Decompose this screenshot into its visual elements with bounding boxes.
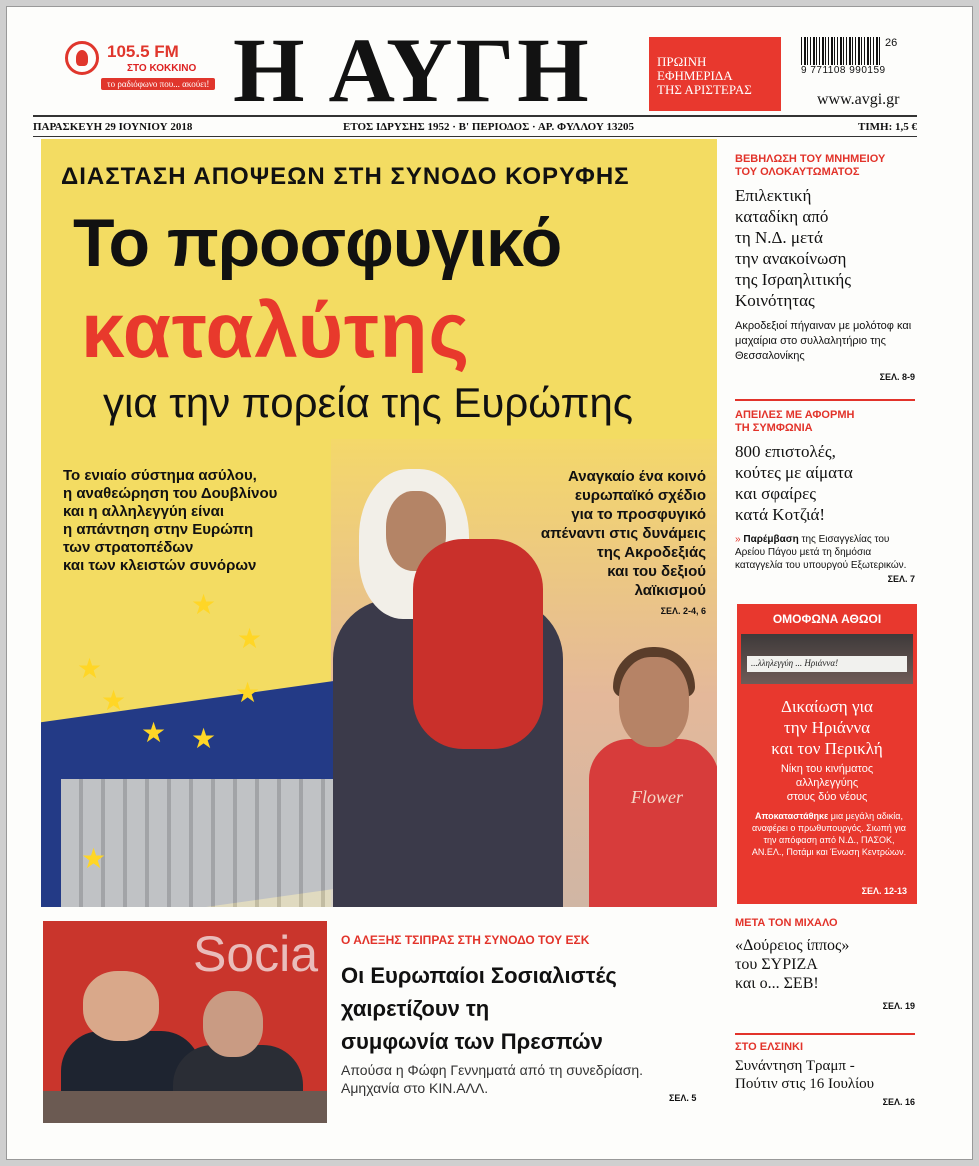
dateline bbox=[33, 115, 917, 137]
website-link[interactable]: www.avgi.gr bbox=[817, 91, 900, 108]
masthead-tagline: ΠΡΩΙΝΗ ΕΦΗΜΕΡΙΔΑ ΤΗΣ ΑΡΙΣΤΕΡΑΣ bbox=[649, 37, 781, 111]
arrow-icon: » bbox=[735, 534, 741, 545]
lead-headline-line2: καταλύτης bbox=[81, 286, 471, 374]
radio-tagline: το ραδιόφωνο που... ακούει! bbox=[101, 78, 215, 90]
newspaper-title: Η ΑΥΓΗ bbox=[233, 19, 592, 121]
box-subhead: Νίκη του κινήματος αλληλεγγύης στους δύο νέους bbox=[780, 763, 874, 803]
issue-info: ΕΤΟΣ ΙΔΡΥΣΗΣ 1952 · Β' ΠΕΡΙΟΔΟΣ · ΑΡ. ΦΥΛΛΟΥ 13205 bbox=[343, 121, 635, 133]
protest-photo bbox=[741, 634, 913, 684]
eu-star-icon: ★ bbox=[191, 589, 217, 620]
side-kicker: ΑΠΕΙΛΕΣ ΜΕ ΑΦΟΡΜΗ ΤΗ ΣΥΜΦΩΝΙΑ bbox=[735, 409, 855, 434]
side-page-ref: ΣΕΛ. 16 bbox=[882, 1097, 915, 1107]
photo-face bbox=[203, 991, 263, 1057]
box-page-ref: ΣΕΛ. 12-13 bbox=[861, 886, 907, 896]
radio-wave-icon bbox=[65, 41, 99, 75]
newspaper-front-page bbox=[6, 6, 973, 1160]
side-kicker: ΒΕΒΗΛΩΣΗ ΤΟΥ ΜΝΗΜΕΙΟΥ ΤΟΥ ΟΛΟΚΑΥΤΩΜΑΤΟΣ bbox=[735, 153, 886, 178]
photo-table bbox=[43, 1091, 327, 1123]
price: ΤΙΜΗ: 1,5 € bbox=[858, 121, 917, 133]
bottom-page-ref: ΣΕΛ. 5 bbox=[669, 1093, 697, 1103]
side-headline: 800 επιστολές, κούτες με αίματα και σφαίρες κατά Κοτζιά! bbox=[735, 442, 853, 524]
divider bbox=[735, 399, 915, 401]
radio-frequency: 105.5 FM bbox=[107, 42, 179, 61]
side-story-threats[interactable] bbox=[735, 409, 915, 584]
lead-story[interactable] bbox=[41, 139, 717, 907]
side-body: » Παρέμβαση της Εισαγγελίας του Αρείου Πάγου μετά τη δημόσια καταγγελία του υπουργού Εξωτερικών. bbox=[735, 534, 907, 571]
side-body: Ακροδεξιοί πήγαιναν με μολότοφ και μαχαίρια στο συλλαλητήριο της Θεσσαλονίκης bbox=[735, 320, 912, 362]
side-page-ref: ΣΕΛ. 7 bbox=[887, 574, 915, 584]
box-headline: Δικαίωση για την Ηριάννα και τον Περικλή bbox=[771, 697, 883, 758]
divider bbox=[735, 1033, 915, 1035]
bottom-subhead: Απούσα η Φώφη Γεννηματά από τη συνεδρίαση. Αμηχανία στο ΚΙΝ.ΑΛΛ. bbox=[341, 1062, 644, 1096]
barcode-addon: 26 bbox=[885, 37, 898, 49]
eu-star-icon: ★ bbox=[191, 723, 217, 754]
eu-star-icon: ★ bbox=[81, 843, 107, 874]
lead-headline-line1: Το προσφυγικό bbox=[73, 205, 562, 281]
lead-headline-line3: για την πορεία της Ευρώπης bbox=[103, 379, 634, 426]
bottom-headline[interactable]: Οι Ευρωπαίοι Σοσιαλιστές χαιρετίζουν τη συμφωνία των Πρεσπών bbox=[341, 963, 617, 1054]
barcode-bars bbox=[801, 37, 881, 65]
photo-girl bbox=[589, 739, 717, 907]
radio-logo bbox=[65, 33, 215, 97]
eu-star-icon: ★ bbox=[235, 677, 261, 708]
eu-star-icon: ★ bbox=[237, 623, 263, 654]
lead-deck-right: Αναγκαίο ένα κοινό ευρωπαϊκό σχέδιο για το προσφυγικό απέναντι στις δυνάμεις της Ακροδεξιάς και του δεξιού λαϊκισμού ΣΕΛ. 2-4, 6 bbox=[491, 467, 706, 616]
barcode bbox=[801, 37, 921, 77]
side-story-trojan[interactable] bbox=[735, 917, 915, 1011]
radio-subtitle: ΣΤΟ ΚΟΚΚΙΝΟ bbox=[127, 63, 197, 74]
photo-backdrop-text: Socia bbox=[193, 926, 319, 982]
side-story-helsinki[interactable] bbox=[735, 1041, 915, 1107]
box-kicker: ΟΜΟΦΩΝΑ ΑΘΩΟΙ bbox=[772, 612, 882, 626]
photo-face bbox=[83, 971, 159, 1041]
photo-shirt-print: Flower bbox=[631, 787, 683, 807]
lead-kicker: ΔΙΑΣΤΑΣΗ ΑΠΟΨΕΩΝ ΣΤΗ ΣΥΝΟΔΟ ΚΟΡΥΦΗΣ bbox=[61, 163, 630, 190]
side-headline: Επιλεκτική καταδίκη από τη Ν.Δ. μετά την ανακοίνωση της Ισραηλιτικής Κοινότητας bbox=[735, 186, 852, 310]
photo-girl-face bbox=[619, 657, 689, 747]
eu-star-icon: ★ bbox=[141, 717, 167, 748]
box-body: Αποκαταστάθηκε μια μεγάλη αδικία, αναφέρει ο πρωθυπουργός. Σιωπή για την απόφαση από Ν.Δ., ΠΑΣΟΚ, ΑΝ.ΕΛ., Ποτάμι και Ένωση Κεντρώων. bbox=[751, 811, 907, 857]
side-page-ref: ΣΕΛ. 8-9 bbox=[879, 372, 915, 382]
side-story-holocaust[interactable] bbox=[735, 153, 915, 382]
barcode-number: 9 771108 990159 bbox=[801, 65, 886, 76]
side-kicker: ΜΕΤΑ ΤΟΝ ΜΙΧΑΛΟ bbox=[735, 917, 838, 929]
side-page-ref: ΣΕΛ. 19 bbox=[882, 1001, 915, 1011]
bottom-kicker: Ο ΑΛΕΞΗΣ ΤΣΙΠΡΑΣ ΣΤΗ ΣΥΝΟΔΟ ΤΟΥ ΕΣΚ bbox=[341, 933, 590, 947]
eu-star-icon: ★ bbox=[77, 653, 103, 684]
side-kicker: ΣΤΟ ΕΛΣΙΝΚΙ bbox=[735, 1041, 804, 1053]
summit-photo bbox=[43, 921, 327, 1123]
side-headline: «Δούρειος ίππος» του ΣΥΡΙΖΑ και ο... ΣΕΒ! bbox=[735, 937, 850, 992]
issue-date: ΠΑΡΑΣΚΕΥΗ 29 ΙΟΥΝΙΟΥ 2018 bbox=[33, 121, 193, 133]
acquittal-box[interactable] bbox=[737, 604, 917, 904]
side-headline: Συνάντηση Τραμπ - Πούτιν στις 16 Ιουλίου bbox=[735, 1058, 875, 1092]
protest-banner: ...λληλεγγύη ... Ηριάννα! bbox=[747, 656, 907, 672]
lead-page-ref: ΣΕΛ. 2-4, 6 bbox=[660, 606, 706, 616]
lead-deck-left: Το ενιαίο σύστημα ασύλου, η αναθεώρηση του Δουβλίνου και η αλληλεγγύη είναι η απάντηση στην Ευρώπη των στρατοπέδων και των κλειστών συνόρων bbox=[63, 467, 278, 574]
eu-star-icon: ★ bbox=[101, 685, 127, 716]
